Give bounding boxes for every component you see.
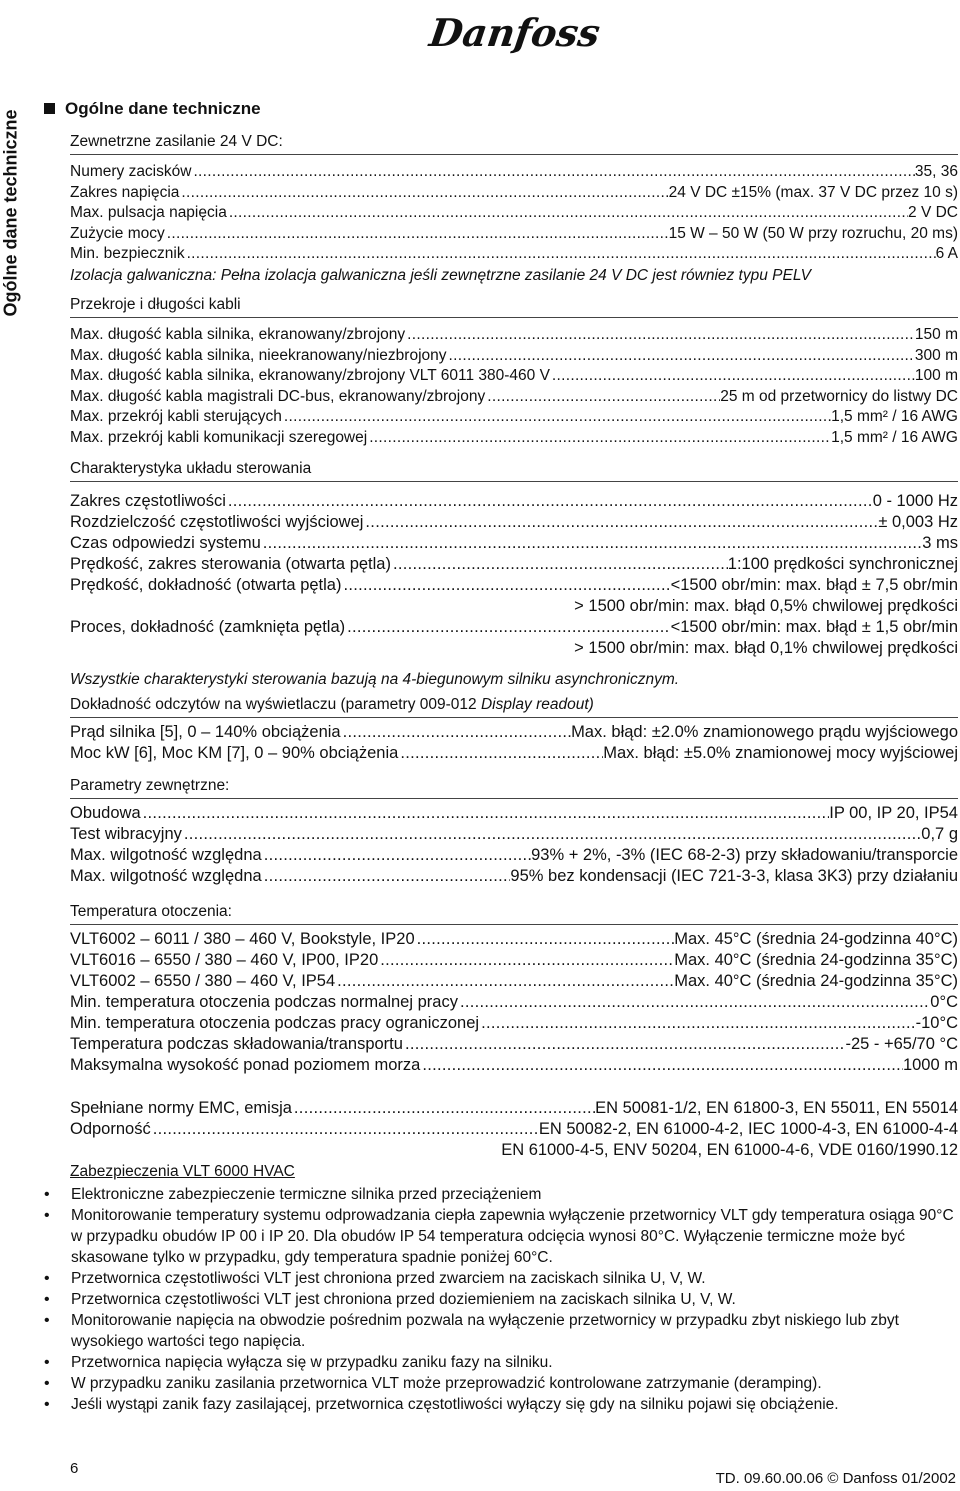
spec-label: Max. pulsacja napięcia — [70, 204, 227, 221]
spec-label: Max. wilgotność względna — [70, 846, 262, 864]
dot-leader — [185, 244, 936, 265]
spec-label: Prędkość, zakres sterowania (otwarta pętla) — [70, 555, 391, 573]
spec-value: 3 ms — [922, 534, 958, 552]
dot-leader — [420, 1055, 903, 1076]
spec-value: EN 50082-2, EN 61000-4-2, IEC 1000-4-3, EN 61000-4-4 — [538, 1120, 958, 1138]
spec-row — [70, 533, 958, 554]
spec-label: Proces, dokładność (zamknięta pętla) — [70, 618, 346, 636]
spec-value: 1:100 prędkości synchronicznej — [727, 555, 958, 573]
spec-row — [70, 1119, 958, 1140]
spec-label: Max. długość kabla silnika, ekranowany/zbrojony — [70, 326, 406, 343]
spec-value-continuation: > 1500 obr/min: max. błąd 0,1% chwilowej prędkości — [574, 639, 958, 657]
dot-leader — [282, 407, 831, 428]
dot-leader — [335, 971, 674, 992]
spec-value: Max. 45°C (średnia 24-godzinna 40°C) — [674, 930, 958, 948]
spec-row — [70, 162, 958, 183]
spec-row — [70, 824, 958, 845]
spec-row — [70, 971, 958, 992]
spec-label: Test wibracyjny — [70, 825, 182, 843]
spec-row — [70, 929, 958, 950]
spec-value: 15 W – 50 W (50 W przy rozruchu, 20 ms) — [668, 224, 958, 242]
dot-leader — [341, 575, 670, 596]
spec-label: VLT6016 – 6550 / 380 – 460 V, IP00, IP20 — [70, 951, 379, 969]
dot-leader — [227, 203, 908, 224]
spec-row — [70, 554, 958, 575]
spec-value: 1000 m — [902, 1056, 958, 1074]
spec-label: Moc kW [6], Moc KM [7], 0 – 90% obciążenia — [70, 744, 399, 762]
dot-leader — [479, 1013, 916, 1034]
danfoss-logo: Danfoss — [426, 10, 603, 55]
dot-leader — [378, 950, 674, 971]
spec-row — [70, 866, 958, 887]
dot-leader — [151, 1119, 539, 1140]
spec-label: Maksymalna wysokość ponad poziomem morza — [70, 1056, 421, 1074]
isolation-note: Izolacja galwaniczna: Pełna izolacja galwaniczna jeśli zewnętrzne zasilanie 24 V DC jest równiez typu PELV — [70, 266, 811, 284]
spec-value: 0°C — [930, 993, 958, 1011]
spec-label: VLT6002 – 6550 / 380 – 460 V, IP54 — [70, 972, 336, 990]
ambient-section — [70, 903, 958, 1076]
dot-leader — [367, 428, 831, 449]
spec-value: IP 00, IP 20, IP54 — [829, 804, 958, 822]
dot-leader — [447, 346, 915, 367]
spec-label: Zakres częstotliwości — [70, 492, 226, 510]
protection-bullet: • Monitorowanie temperatury systemu odprowadzania ciepła zapewnia wyłączenie przetwornicy VLT gdy temperatura osiąga 90°C w przypadku obudów IP 00 i IP 20. Dla obudów IP 54 temperatura odcięcia wynosi 80°C. Wyłączenie termiczne może być skasowane tylko w przypadku, gdy temperatura spadnie poniżej 60°C. — [42, 1205, 958, 1268]
side-tab — [0, 88, 22, 338]
square-bullet-icon — [44, 103, 55, 114]
ambient-title: Temperatura otoczenia: — [70, 903, 958, 925]
spec-label: Max. długość kabla magistrali DC-bus, ekranowany/zbrojony — [70, 387, 486, 405]
dot-leader — [191, 162, 914, 183]
spec-value: 1,5 mm² / 16 AWG — [831, 408, 958, 425]
spec-row — [70, 366, 958, 387]
dot-leader — [415, 929, 675, 950]
dot-leader — [398, 743, 603, 764]
spec-value: 1,5 mm² / 16 AWG — [831, 428, 958, 446]
spec-row — [70, 1013, 958, 1034]
protection-bullet: • Monitorowanie napięcia na obwodzie pośrednim pozwala na wyłączenie przetwornicy w przypadku zbyt niskiego lub zbyt wysokiego wartości tego napięcia. — [42, 1310, 958, 1352]
spec-value: <1500 obr/min: max. błąd ± 1,5 obr/min — [670, 618, 958, 636]
dot-leader — [141, 803, 830, 824]
spec-value: EN 50081-1/2, EN 61800-3, EN 55011, EN 55014 — [595, 1099, 958, 1117]
protection-bullet: • Przetwornica częstotliwości VLT jest chroniona przed doziemieniem na zaciskach silnika U, V, W. — [42, 1289, 958, 1310]
spec-value: -25 - +65/70 °C — [845, 1035, 958, 1053]
spec-value: 6 A — [935, 245, 958, 262]
dot-leader — [262, 866, 511, 887]
spec-label: Numery zacisków — [70, 163, 192, 180]
control-title: Charakterystyka układu sterowania — [70, 460, 958, 482]
spec-label: Obudowa — [70, 804, 141, 822]
spec-row — [70, 512, 958, 533]
spec-row — [70, 428, 958, 449]
display-title: Dokładność odczytów na wyświetlaczu (parametry 009-012 Display readout) — [70, 696, 958, 718]
dot-leader — [550, 366, 915, 387]
dot-leader — [391, 554, 728, 575]
spec-row — [70, 407, 958, 428]
spec-value: 100 m — [914, 367, 958, 384]
dot-leader — [485, 387, 720, 408]
external-section — [70, 777, 958, 887]
spec-row — [70, 743, 958, 764]
cables-section — [70, 296, 958, 448]
protection-title: Zabezpieczenia VLT 6000 HVAC — [70, 1163, 295, 1180]
protection-bullet: • W przypadku zaniku zasilania przetwornica VLT może przeprowadzić kontrolowane zatrzymanie (deramping). — [42, 1373, 958, 1394]
supply-title: Zewnetrzne zasilanie 24 V DC: — [70, 133, 958, 155]
spec-value: 0 - 1000 Hz — [872, 492, 958, 510]
heading-text: Ogólne dane techniczne — [65, 99, 261, 118]
side-tab-label: Ogólne dane techniczne — [0, 109, 21, 317]
spec-row — [70, 950, 958, 971]
spec-value-continuation: EN 61000-4-5, ENV 50204, EN 61000-4-6, VDE 0160/1990.12 — [501, 1141, 958, 1159]
dot-leader — [226, 491, 873, 512]
spec-label: Prąd silnika [5], 0 – 140% obciążenia — [70, 723, 341, 741]
spec-row — [70, 325, 958, 346]
page-number: 6 — [70, 1460, 79, 1477]
spec-label: Max. przekrój kabli komunikacji szeregowej — [70, 428, 368, 446]
external-title: Parametry zewnętrzne: — [70, 777, 958, 799]
spec-value: <1500 obr/min: max. błąd ± 7,5 obr/min — [670, 576, 958, 594]
spec-label: Min. temperatura otoczenia podczas normalnej pracy — [70, 993, 458, 1011]
spec-row — [70, 803, 958, 824]
control-note: Wszystkie charakterystyki sterowania bazują na 4-biegunowym silniku asynchronicznym. — [70, 671, 680, 688]
dot-leader — [341, 722, 571, 743]
spec-label: Czas odpowiedzi systemu — [70, 534, 261, 552]
section-heading — [44, 99, 261, 119]
spec-value: 0,7 g — [921, 825, 958, 843]
spec-label: Zużycie mocy — [70, 224, 165, 242]
emc-section — [70, 1098, 958, 1161]
spec-label: VLT6002 – 6011 / 380 – 460 V, Bookstyle, IP20 — [70, 930, 415, 948]
protection-section — [70, 1163, 958, 1415]
spec-value: 93% + 2%, -3% (IEC 68-2-3) przy składowaniu/transporcie — [531, 846, 958, 864]
spec-label: Prędkość, dokładność (otwarta pętla) — [70, 576, 342, 594]
spec-value: Max. 40°C (średnia 24-godzinna 35°C) — [674, 951, 958, 969]
cables-title: Przekroje i długości kabli — [70, 296, 958, 318]
dot-leader — [179, 183, 668, 204]
dot-leader — [403, 1034, 846, 1055]
spec-value-continuation: > 1500 obr/min: max. błąd 0,5% chwilowej prędkości — [574, 597, 958, 615]
dot-leader — [165, 224, 669, 245]
spec-value: Max. błąd: ±5.0% znamionowej mocy wyjściowej — [603, 744, 958, 762]
spec-row — [70, 224, 958, 245]
spec-label: Min. temperatura otoczenia podczas pracy ograniczonej — [70, 1014, 480, 1032]
spec-label: Odporność — [70, 1120, 151, 1138]
spec-row — [70, 203, 958, 224]
dot-leader — [292, 1098, 595, 1119]
spec-label: Zakres napięcia — [70, 183, 180, 201]
spec-value: 300 m — [914, 346, 958, 364]
spec-row — [70, 722, 958, 743]
spec-value: 25 m od przetwornicy do listwy DC — [720, 387, 958, 405]
spec-value: 24 V DC ±15% (max. 37 V DC przez 10 s) — [668, 183, 958, 201]
spec-row — [70, 346, 958, 367]
spec-row — [70, 1098, 958, 1119]
spec-row — [70, 575, 958, 596]
spec-value: Max. błąd: ±2.0% znamionowego prądu wyjściowego — [571, 723, 958, 741]
spec-label: Spełniane normy EMC, emisja — [70, 1099, 292, 1117]
spec-label: Max. długość kabla silnika, ekranowany/zbrojony VLT 6011 380-460 V — [70, 367, 550, 384]
spec-row — [70, 491, 958, 512]
spec-row — [70, 845, 958, 866]
spec-value: Max. 40°C (średnia 24-godzinna 35°C) — [674, 972, 958, 990]
protection-bullet: • Przetwornica częstotliwości VLT jest chroniona przed zwarciem na zaciskach silnika U, V, W. — [42, 1268, 958, 1289]
dot-leader — [405, 325, 915, 346]
dot-leader — [261, 533, 922, 554]
control-section — [70, 460, 958, 689]
spec-row — [70, 244, 958, 265]
spec-row — [70, 387, 958, 408]
dot-leader — [182, 824, 921, 845]
spec-label: Max. długość kabla silnika, nieekranowany/niezbrojony — [70, 346, 447, 364]
spec-row — [70, 617, 958, 638]
dot-leader — [345, 617, 670, 638]
spec-value: 2 V DC — [908, 204, 958, 221]
spec-label: Rozdzielczość częstotliwości wyjściowej — [70, 513, 364, 531]
spec-row — [70, 992, 958, 1013]
spec-value: ± 0,003 Hz — [878, 513, 958, 531]
protection-bullet: • Przetwornica napięcia wyłącza się w przypadku zaniku fazy na silniku. — [42, 1352, 958, 1373]
spec-label: Temperatura podczas składowania/transportu — [70, 1035, 403, 1053]
supply-section — [70, 133, 958, 286]
dot-leader — [363, 512, 878, 533]
protection-bullet: • Jeśli wystąpi zanik fazy zasilającej, przetwornica częstotliwości wyłączy się gdy na silniku pojawi się obciążenie. — [42, 1394, 958, 1415]
dot-leader — [262, 845, 531, 866]
spec-label: Min. bezpiecznik — [70, 245, 185, 262]
spec-value: 95% bez kondensacji (IEC 721-3-3, klasa 3K3) przy działaniu — [510, 867, 958, 885]
spec-value: 150 m — [914, 326, 958, 343]
dot-leader — [458, 992, 930, 1013]
spec-label: Max. przekrój kabli sterujących — [70, 408, 282, 425]
spec-row — [70, 1055, 958, 1076]
document-reference: TD. 09.60.00.06 © Danfoss 01/2002 — [715, 1470, 956, 1487]
spec-value: 35, 36 — [914, 163, 958, 180]
spec-value: -10°C — [915, 1014, 958, 1032]
spec-label: Max. wilgotność względna — [70, 867, 262, 885]
display-section — [70, 696, 958, 764]
spec-row — [70, 1034, 958, 1055]
spec-row — [70, 183, 958, 204]
protection-bullet: • Elektroniczne zabezpieczenie termiczne silnika przed przeciążeniem — [42, 1184, 958, 1205]
